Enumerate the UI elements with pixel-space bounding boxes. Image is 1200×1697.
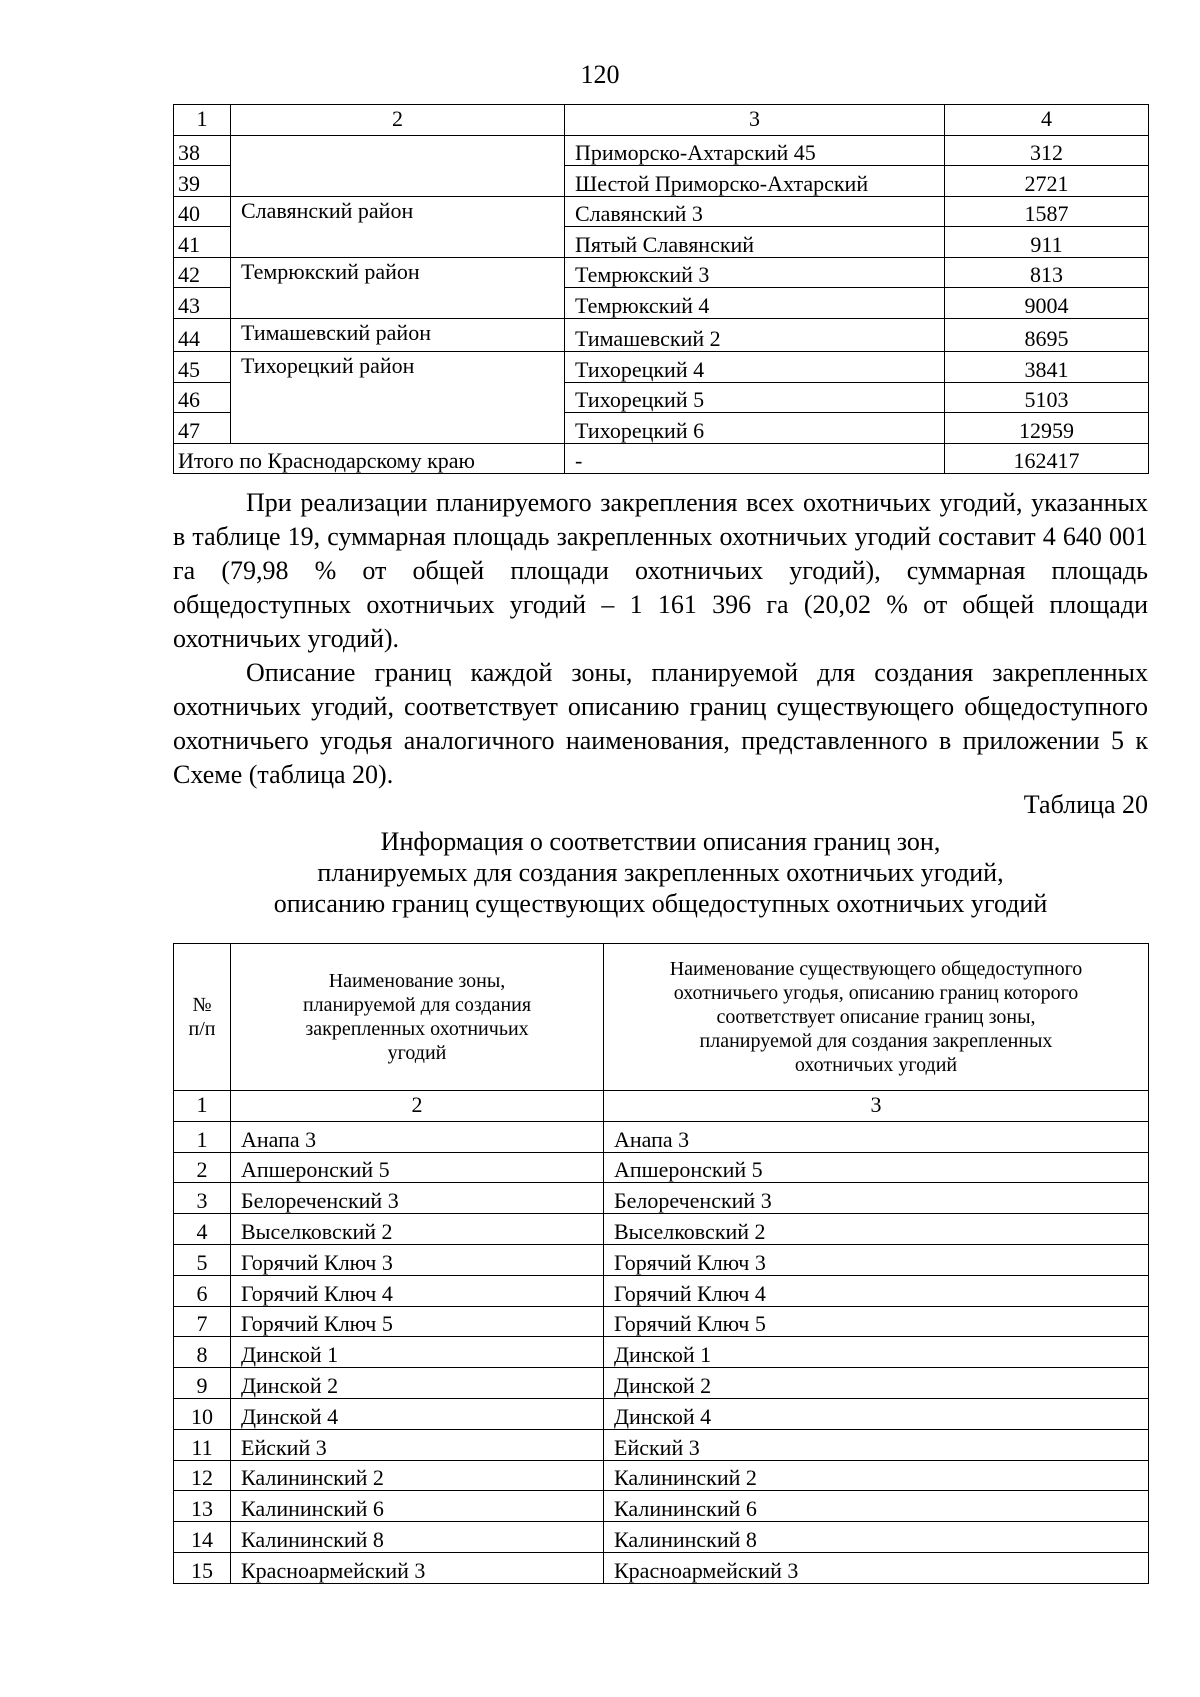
zone-name: Горячий Ключ 3 (231, 1244, 604, 1275)
table-title-line: Информация о соответствии описания границ зон, (380, 827, 941, 856)
area-value: 813 (945, 257, 1149, 288)
table-row (174, 1429, 1149, 1460)
area-value: 3841 (945, 352, 1149, 383)
column-number: 4 (945, 105, 1149, 136)
table-title-line: описанию границ существующих общедоступных охотничьих угодий (273, 889, 1048, 918)
table-header-row (174, 944, 1149, 1091)
existing-area-name: Динской 2 (604, 1368, 1149, 1399)
existing-area-name: Динской 4 (604, 1398, 1149, 1429)
total-name: - (565, 443, 945, 474)
zone-name: Калининский 2 (231, 1460, 604, 1491)
row-number: 46 (174, 382, 231, 413)
column-numbers-row (174, 1091, 1149, 1122)
existing-area-name: Горячий Ключ 3 (604, 1244, 1149, 1275)
table-row (174, 1460, 1149, 1491)
page-number: 120 (580, 60, 620, 89)
row-number: 6 (174, 1275, 231, 1306)
district-name: Тихорецкий район (231, 352, 565, 444)
column-number: 1 (174, 1091, 231, 1122)
hunting-area-name: Славянский 3 (565, 196, 945, 227)
table-row (174, 1306, 1149, 1337)
total-row (174, 443, 1149, 474)
table-row (174, 1183, 1149, 1214)
paragraph-text: При реализации планируемого закрепления всех охотничьих угодий, указанных в таблице 19, суммарная площадь закрепленных охотничьих угодий составит 4 640 001 га (79,98 % от общей площади охотничьих угодий), суммарная площадь общедоступных охотничьих угодий – 1 161 396 га (20,02 % от общей площади охотничьих угодий). (173, 488, 1148, 653)
table-row (174, 135, 1149, 166)
table-title-line: планируемых для создания закрепленных охотничьих угодий, (317, 858, 1004, 887)
hunting-area-name: Тихорецкий 4 (565, 352, 945, 383)
table-20 (173, 943, 1149, 1584)
row-number: 43 (174, 288, 231, 319)
row-number: 4 (174, 1214, 231, 1245)
table-row (174, 1368, 1149, 1399)
row-number: 5 (174, 1244, 231, 1275)
existing-area-name: Калининский 8 (604, 1522, 1149, 1553)
table-row (174, 257, 1149, 288)
table-row (174, 1337, 1149, 1368)
hunting-area-name: Тимашевский 2 (565, 318, 945, 352)
area-value: 1587 (945, 196, 1149, 227)
area-value: 5103 (945, 382, 1149, 413)
existing-area-name: Ейский 3 (604, 1429, 1149, 1460)
column-number: 2 (231, 105, 565, 136)
area-value: 911 (945, 227, 1149, 258)
zone-name: Калининский 8 (231, 1522, 604, 1553)
row-number: 2 (174, 1152, 231, 1183)
table-row (174, 1552, 1149, 1583)
area-value: 9004 (945, 288, 1149, 319)
hunting-area-name: Тихорецкий 6 (565, 413, 945, 444)
zone-name: Динской 4 (231, 1398, 604, 1429)
zone-name: Калининский 6 (231, 1491, 604, 1522)
table-19-continuation (173, 104, 1149, 474)
existing-area-name: Анапа 3 (604, 1121, 1149, 1152)
zone-name: Динской 2 (231, 1368, 604, 1399)
column-header-zone: Наименование зоны, планируемой для создания закрепленных охотничьих угодий (231, 944, 604, 1091)
row-number: 10 (174, 1398, 231, 1429)
zone-name: Выселковский 2 (231, 1214, 604, 1245)
table-row (174, 1244, 1149, 1275)
area-value: 2721 (945, 166, 1149, 197)
area-value: 8695 (945, 318, 1149, 352)
row-number: 12 (174, 1460, 231, 1491)
existing-area-name: Апшеронский 5 (604, 1152, 1149, 1183)
paragraph-text: Описание границ каждой зоны, планируемой для создания закрепленных охотничьих угодий, соответствует описанию границ существующего общедоступного охотничьего угодья аналогичного наименования, представленного в приложении 5 к Схеме (таблица 20). (173, 658, 1148, 789)
row-number: 40 (174, 196, 231, 227)
district-name: Славянский район (231, 196, 565, 257)
district-name (231, 135, 565, 196)
paragraph-hunting-areas-summary (173, 486, 1148, 656)
table-row (174, 1522, 1149, 1553)
row-number: 11 (174, 1429, 231, 1460)
row-number: 15 (174, 1552, 231, 1583)
table-row (174, 1214, 1149, 1245)
hunting-area-name: Пятый Славянский (565, 227, 945, 258)
table-row (174, 196, 1149, 227)
table-row (174, 352, 1149, 383)
existing-area-name: Горячий Ключ 4 (604, 1275, 1149, 1306)
existing-area-name: Горячий Ключ 5 (604, 1306, 1149, 1337)
row-number: 3 (174, 1183, 231, 1214)
row-number: 1 (174, 1121, 231, 1152)
total-label: Итого по Краснодарскому краю (174, 443, 565, 474)
zone-name: Ейский 3 (231, 1429, 604, 1460)
hunting-area-name: Темрюкский 4 (565, 288, 945, 319)
existing-area-name: Динской 1 (604, 1337, 1149, 1368)
area-value: 312 (945, 135, 1149, 166)
zone-name: Белореченский 3 (231, 1183, 604, 1214)
table-20-title (173, 826, 1148, 919)
row-number: 44 (174, 318, 231, 352)
table-row (174, 1121, 1149, 1152)
column-number: 3 (565, 105, 945, 136)
column-header-existing-area: Наименование существующего общедоступного охотничьего угодья, описанию границ которого соответствует описание границ зоны, планируемой для создания закрепленных охотничьих угодий (604, 944, 1149, 1091)
existing-area-name: Калининский 6 (604, 1491, 1149, 1522)
hunting-area-name: Шестой Приморско-Ахтарский (565, 166, 945, 197)
row-number: 47 (174, 413, 231, 444)
district-name: Тимашевский район (231, 318, 565, 352)
total-area: 162417 (945, 443, 1149, 474)
row-number: 13 (174, 1491, 231, 1522)
zone-name: Красноармейский 3 (231, 1552, 604, 1583)
table-row (174, 1398, 1149, 1429)
existing-area-name: Выселковский 2 (604, 1214, 1149, 1245)
row-number: 14 (174, 1522, 231, 1553)
paragraph-boundaries-description (173, 656, 1148, 792)
area-value: 12959 (945, 413, 1149, 444)
district-name: Темрюкский район (231, 257, 565, 318)
table-row (174, 1491, 1149, 1522)
row-number: 39 (174, 166, 231, 197)
existing-area-name: Белореченский 3 (604, 1183, 1149, 1214)
existing-area-name: Калининский 2 (604, 1460, 1149, 1491)
column-header-number: № п/п (174, 944, 231, 1091)
zone-name: Горячий Ключ 4 (231, 1275, 604, 1306)
zone-name: Анапа 3 (231, 1121, 604, 1152)
table-row (174, 318, 1149, 352)
hunting-area-name: Тихорецкий 5 (565, 382, 945, 413)
zone-name: Горячий Ключ 5 (231, 1306, 604, 1337)
table-header-row (174, 105, 1149, 136)
zone-name: Апшеронский 5 (231, 1152, 604, 1183)
column-number: 3 (604, 1091, 1149, 1122)
table-row (174, 1152, 1149, 1183)
column-number: 1 (174, 105, 231, 136)
row-number: 9 (174, 1368, 231, 1399)
row-number: 8 (174, 1337, 231, 1368)
zone-name: Динской 1 (231, 1337, 604, 1368)
row-number: 41 (174, 227, 231, 258)
hunting-area-name: Темрюкский 3 (565, 257, 945, 288)
row-number: 45 (174, 352, 231, 383)
row-number: 7 (174, 1306, 231, 1337)
column-number: 2 (231, 1091, 604, 1122)
row-number: 42 (174, 257, 231, 288)
hunting-area-name: Приморско-Ахтарский 45 (565, 135, 945, 166)
row-number: 38 (174, 135, 231, 166)
table-row (174, 1275, 1149, 1306)
existing-area-name: Красноармейский 3 (604, 1552, 1149, 1583)
table-20-caption: Таблица 20 (1023, 790, 1148, 819)
